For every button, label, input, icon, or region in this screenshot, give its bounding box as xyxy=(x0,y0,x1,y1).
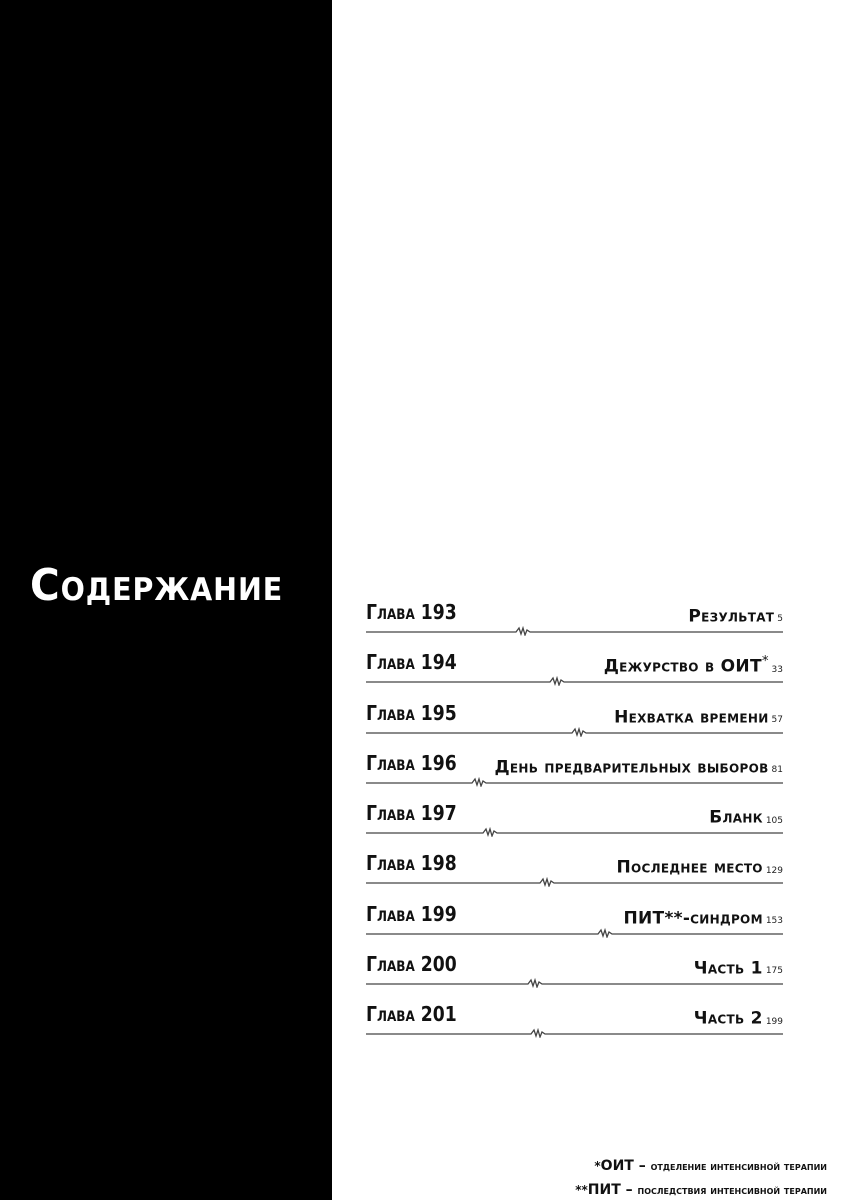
chapter-label: Глава 198 xyxy=(366,851,457,876)
chapter-label: Глава 197 xyxy=(366,801,457,826)
chapter-label: Глава 193 xyxy=(366,600,457,624)
toc-row[interactable] xyxy=(366,1002,783,1052)
heartbeat-rule-icon xyxy=(366,928,783,938)
chapter-title: Нехватка времени xyxy=(614,706,769,727)
page-number: 153 xyxy=(765,916,783,927)
chapter-label: Глава 194 xyxy=(366,650,457,675)
chapter-title: Бланк xyxy=(709,807,763,828)
footnote xyxy=(575,1178,827,1202)
toc-row[interactable] xyxy=(366,600,783,650)
footnote xyxy=(575,1154,827,1178)
toc-row[interactable] xyxy=(366,650,783,700)
footnotes xyxy=(575,1154,827,1202)
chapter-label: Глава 201 xyxy=(366,1002,457,1027)
heartbeat-rule-icon xyxy=(366,877,783,887)
footnote-mark: ** xyxy=(575,1183,588,1197)
chapter-title: Последнее место xyxy=(616,857,763,878)
footnote-dash: – xyxy=(620,1182,638,1198)
page-number: 5 xyxy=(777,614,783,625)
chapter-note-mark: * xyxy=(761,654,769,670)
chapter-title: ПИТ**-синдром xyxy=(623,908,763,929)
footnote-text: отделение интенсивной терапии xyxy=(650,1160,827,1173)
heartbeat-rule-icon xyxy=(366,978,783,988)
chapter-title: Дежурство в ОИТ xyxy=(603,656,762,677)
heartbeat-rule-icon xyxy=(366,676,783,686)
page-number: 105 xyxy=(765,815,783,826)
page-title: Содержание xyxy=(30,560,284,611)
footnote-dash: – xyxy=(633,1158,651,1174)
heartbeat-rule-icon xyxy=(366,777,783,787)
chapter-title: Результат xyxy=(688,606,775,627)
heartbeat-rule-icon xyxy=(366,626,783,636)
toc-row[interactable] xyxy=(366,952,783,1002)
toc-row[interactable] xyxy=(366,902,783,952)
page-number: 33 xyxy=(771,664,783,675)
chapter-label: Глава 195 xyxy=(366,700,457,725)
page-number: 199 xyxy=(765,1016,783,1027)
table-of-contents xyxy=(366,600,783,1053)
heartbeat-rule-icon xyxy=(366,827,783,837)
chapter-label: Глава 200 xyxy=(366,952,457,977)
chapter-title: Часть 2 xyxy=(693,1008,763,1029)
chapter-label: Глава 199 xyxy=(366,901,457,926)
page-number: 57 xyxy=(771,714,783,725)
heartbeat-rule-icon xyxy=(366,727,783,737)
heartbeat-rule-icon xyxy=(366,1028,783,1038)
chapter-title: Часть 1 xyxy=(693,958,763,979)
footnote-abbr: ОИТ xyxy=(600,1158,634,1174)
page-number: 81 xyxy=(771,765,783,776)
toc-row[interactable] xyxy=(366,751,783,801)
chapter-title: День предварительных выборов xyxy=(494,757,769,778)
toc-row[interactable] xyxy=(366,701,783,751)
page-number: 129 xyxy=(765,865,783,876)
footnote-abbr: ПИТ xyxy=(587,1182,621,1198)
page-number: 175 xyxy=(765,966,783,977)
toc-row[interactable] xyxy=(366,851,783,901)
footnote-text: последствия интенсивной терапии xyxy=(637,1184,827,1197)
chapter-label: Глава 196 xyxy=(366,750,457,775)
toc-row[interactable] xyxy=(366,801,783,851)
footnote-mark: * xyxy=(594,1159,601,1173)
